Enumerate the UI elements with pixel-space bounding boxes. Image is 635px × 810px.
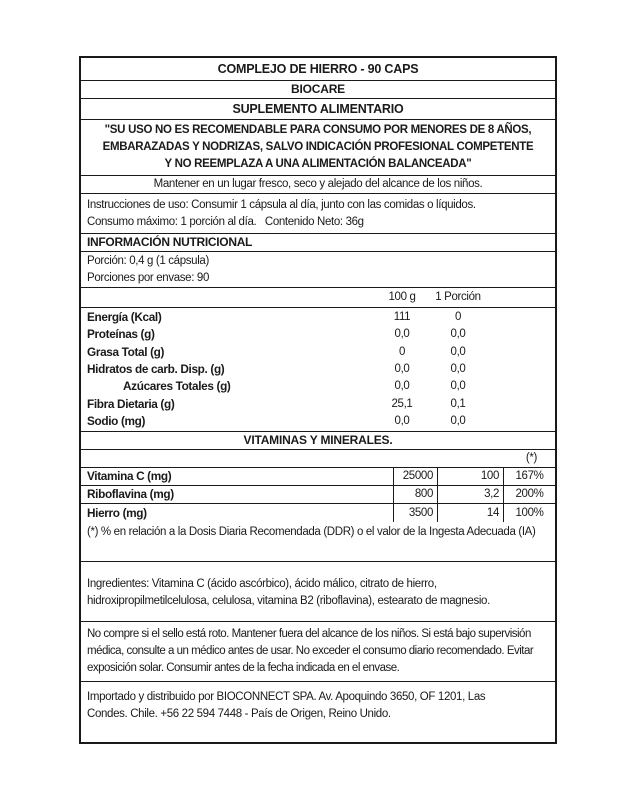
nutrient-row [87, 326, 549, 343]
nutrition-facts-header: INFORMACIÓN NUTRICIONAL [81, 234, 555, 252]
instructions-line1: Instrucciones de uso: Consumir 1 cápsula al día, junto con las comidas o líquidos. [87, 199, 476, 211]
vitamins-table [81, 468, 555, 522]
nutrient-row [87, 309, 549, 326]
vitamin-portion-value: 100 [437, 468, 503, 485]
vitamin-portion-value: 14 [437, 504, 503, 522]
nutrient-portion-value: 0,0 [450, 414, 466, 427]
nutrient-row [87, 361, 549, 378]
nutrient-name: Energía (Kcal) [87, 310, 162, 325]
nutrient-name: Fibra Dietaria (g) [87, 396, 175, 411]
vitamin-percent-ddr: 100% [503, 504, 555, 522]
nutrient-portion-value: 0,0 [450, 328, 466, 341]
serving-info [81, 252, 555, 288]
nutrient-name: Azúcares Totales (g) [123, 379, 231, 394]
ddr-footnote [81, 522, 555, 562]
vitamin-per100g-value: 3500 [393, 504, 437, 522]
nutrient-table [81, 308, 555, 432]
nutrient-per100g-value: 25,1 [391, 397, 413, 410]
nutrient-row [87, 413, 549, 430]
category-header: SUPLEMENTO ALIMENTARIO [81, 99, 555, 120]
ddr-footnote-text: (*) % en relación a la Dosis Diaria Recomendada (DDR) o el valor de la Ingesta Adecuada (IA) [87, 526, 536, 539]
instructions-line2: Consumo máximo: 1 porción al día. Contenido Neto: 36g [87, 216, 364, 228]
nutrient-portion-value: 0,0 [450, 345, 466, 358]
servings-per-container: Porciones por envase: 90 [87, 272, 210, 284]
nutrient-name: Grasa Total (g) [87, 344, 165, 359]
vitamin-percent-ddr: 200% [503, 486, 555, 503]
warning-line: "SU USO NO ES RECOMENDABLE PARA CONSUMO POR MENORES DE 8 AÑOS, [104, 124, 532, 136]
supplement-label-table [79, 56, 557, 744]
cautions-section: No compre si el sello está roto. Mantener fuera del alcance de los niños. Si está bajo supervisión médica, consulte a un médico antes de usar. No exceder el consumo diario recomendado. Evitar exposición solar. Consumir antes de la fecha indicada en el envase. [81, 622, 555, 682]
nutrient-row [87, 344, 549, 361]
warning-line: Y NO REEMPLAZA A UNA ALIMENTACIÓN BALANCEADA" [164, 158, 472, 170]
nutrient-per100g-value: 111 [393, 311, 411, 324]
vitamin-row [81, 468, 555, 486]
serving-size: Porción: 0,4 g (1 cápsula) [87, 255, 209, 267]
nutrient-per100g-value: 0,0 [394, 328, 410, 341]
vitamin-name: Hierro (mg) [87, 505, 147, 520]
nutrient-name: Hidratos de carb. Disp. (g) [87, 362, 225, 377]
importer-section [81, 682, 555, 742]
nutrient-name: Proteínas (g) [87, 327, 155, 342]
age-warning-block [81, 120, 555, 176]
product-title: COMPLEJO DE HIERRO - 90 CAPS [81, 58, 555, 81]
nutrient-name: Sodio (mg) [87, 413, 146, 428]
vitamin-per100g-value: 800 [393, 486, 437, 503]
storage-note: Mantener en un lugar fresco, seco y alejado del alcance de los niños. [81, 176, 555, 194]
vitamin-name: Vitamina C (mg) [87, 469, 172, 484]
warning-line: EMBARAZADAS Y NODRIZAS, SALVO INDICACIÓN PROFESIONAL COMPETENTE [102, 141, 534, 153]
nutrient-per100g-value: 0,0 [394, 414, 410, 427]
nutrient-portion-value: 0,0 [450, 380, 466, 393]
nutrient-row [87, 395, 549, 412]
nutrient-row [87, 378, 549, 395]
vitamin-percent-ddr: 167% [503, 468, 555, 485]
nutrient-per100g-value: 0,0 [394, 363, 410, 376]
vitamins-minerals-header: VITAMINAS Y MINERALES. [81, 432, 555, 450]
vitamin-per100g-value: 25000 [393, 468, 437, 485]
nutrient-per100g-value: 0,0 [394, 380, 410, 393]
column-header-portion: 1 Porción [435, 290, 481, 303]
nutrient-per100g-value: 0 [398, 345, 406, 358]
importer-text: Importado y distribuido por BIOCONNECT SPA. Av. Apoquindo 3650, OF 1201, Las Condes. Chile. +56 22 594 7448 - País de Origen, Reino Unido. [87, 691, 486, 721]
usage-instructions [81, 194, 555, 234]
column-header-per100g: 100 g [388, 290, 416, 303]
asterisk-column-header: (*) [81, 450, 555, 468]
brand-name: BIOCARE [81, 81, 555, 99]
nutrition-column-headers [81, 288, 555, 308]
vitamin-row [81, 486, 555, 504]
vitamin-portion-value: 3,2 [437, 486, 503, 503]
nutrient-portion-value: 0 [454, 311, 462, 324]
vitamin-row [81, 504, 555, 522]
ingredients-section [81, 562, 555, 622]
nutrient-portion-value: 0,1 [450, 397, 466, 410]
vitamin-name: Riboflavina (mg) [87, 487, 174, 502]
nutrient-portion-value: 0,0 [450, 363, 466, 376]
ingredients-text: Ingredientes: Vitamina C (ácido ascórbico), ácido málico, citrato de hierro, hidroxipropilmetilcelulosa, celulosa, vitamina B2 (riboflavina), estearato de magnesio. [87, 578, 490, 608]
